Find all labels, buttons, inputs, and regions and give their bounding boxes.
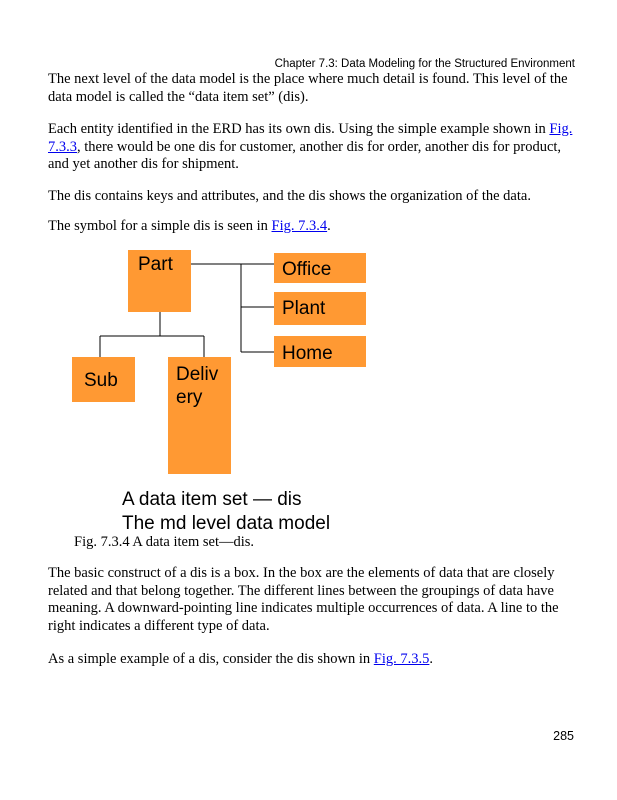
fig-7-3-5-link[interactable]: Fig. 7.3.5 (373, 651, 430, 667)
paragraph-text: Each entity identified in the ERD has its own dis. Using the simple example shown in (48, 121, 550, 137)
paragraph-text: As a simple example of a dis, consider the dis shown in (48, 651, 374, 667)
paragraph-text: . (429, 651, 434, 667)
paragraph-text: The symbol for a simple dis is seen in (48, 218, 272, 234)
paragraph-keys: The dis contains keys and attributes, and the dis shows the organization of the data. (48, 188, 531, 204)
paragraph-text: . (327, 218, 331, 234)
fig-7-3-3-link[interactable]: Fig. 7.3.3 (48, 121, 573, 155)
paragraph-text: , there would be one dis for customer, another dis for order, another dis for product, and yet another dis for shipment. (48, 138, 562, 172)
figure-title-line-2: The md level data model (122, 513, 331, 534)
figure-title-line-1: A data item set — dis (122, 489, 302, 510)
dis-box-delivery: Deliv ery (168, 357, 231, 474)
paragraph-symbol (48, 218, 573, 236)
page-number: 285 (553, 729, 574, 743)
dis-box-office: Office (274, 253, 366, 283)
dis-box-part: Part (128, 250, 191, 312)
fig-7-3-4-link[interactable]: Fig. 7.3.4 (271, 218, 328, 234)
dis-box-plant: Plant (274, 292, 366, 325)
paragraph-intro: The next level of the data model is the place where much detail is found. This level of the data model is called the “data item set” (dis). (48, 71, 568, 105)
paragraph-erd (48, 121, 573, 174)
dis-box-sub: Sub (72, 357, 135, 402)
figure-caption: Fig. 7.3.4 A data item set—dis. (74, 534, 255, 550)
paragraph-example (48, 651, 573, 669)
chapter-header: Chapter 7.3: Data Modeling for the Structured Environment (274, 58, 575, 70)
dis-box-home: Home (274, 336, 366, 367)
paragraph-construct: The basic construct of a dis is a box. In the box are the elements of data that are closely related and that belong together. The different lines between the groupings of data have meaning. A downward-pointing line indicates multiple occurrences of data. A line to the right indicates a different type of data. (48, 565, 559, 634)
